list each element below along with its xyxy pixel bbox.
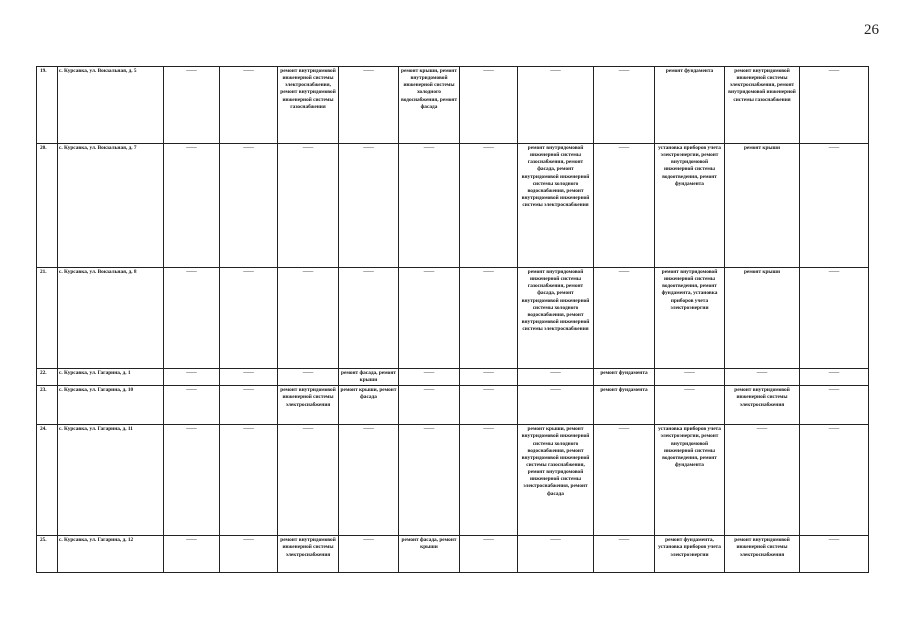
address-cell xyxy=(58,268,164,369)
work-text: —— xyxy=(186,426,197,433)
work-text: —— xyxy=(302,370,314,376)
row-number: 20. xyxy=(40,145,47,151)
work-cell-c3 xyxy=(164,67,220,144)
work-text: ремонт крыши, ремонт внутридомовой инженерной системы холодного водоснабжения, ремонт внутридомовой инженерной системы газоснабжения, ремонт внутридомовой инженерной системы электроснабжения, ремонт фасада xyxy=(521,426,590,497)
row-number: 25. xyxy=(40,537,47,544)
address-text: с. Курсавка, ул. Вокзальная, д. 7 xyxy=(59,145,137,151)
work-text: ремонт внутридомовой инженерной системы водоотведения, ремонт фундамента, установка приборов учета электроэнергии xyxy=(661,269,718,311)
work-cell-c8 xyxy=(460,386,518,425)
work-cell-c4 xyxy=(220,536,278,573)
work-text: —— xyxy=(618,145,630,151)
work-cell-c11 xyxy=(655,425,725,536)
work-cell-c9 xyxy=(518,67,594,144)
work-cell-c8 xyxy=(460,268,518,369)
work-text: —— xyxy=(483,269,494,275)
work-cell-c7 xyxy=(399,268,460,369)
work-cell-c3 xyxy=(164,268,220,369)
work-cell-c10 xyxy=(594,144,655,268)
work-text: ремонт крыши xyxy=(743,269,781,275)
work-cell-c6 xyxy=(339,425,399,536)
work-text: —— xyxy=(550,370,561,376)
table-row xyxy=(37,425,869,536)
work-text: —— xyxy=(302,269,314,275)
work-text: —— xyxy=(618,269,630,275)
work-cell-c3 xyxy=(164,144,220,268)
work-cell-c3 xyxy=(164,386,220,425)
work-text: —— xyxy=(828,387,840,394)
work-text: —— xyxy=(186,370,197,376)
row-number-cell xyxy=(37,386,58,425)
work-cell-c8 xyxy=(460,144,518,268)
work-cell-c6 xyxy=(339,386,399,425)
work-text: —— xyxy=(618,68,630,74)
work-text: —— xyxy=(186,145,197,151)
work-cell-c12 xyxy=(725,369,800,386)
work-cell-c11 xyxy=(655,268,725,369)
work-text: —— xyxy=(243,370,254,376)
address-text: с. Курсавка, ул. Вокзальная, д. 5 xyxy=(59,68,137,74)
address-text: с. Курсавка, ул. Гагарина, д. 11 xyxy=(59,426,133,433)
work-cell-c7 xyxy=(399,67,460,144)
work-cell-c5 xyxy=(278,386,339,425)
table-row xyxy=(37,386,869,425)
table-row xyxy=(37,536,869,573)
work-cell-c4 xyxy=(220,67,278,144)
work-text: —— xyxy=(243,537,254,544)
row-number: 22. xyxy=(40,370,47,376)
work-cell-c5 xyxy=(278,369,339,386)
work-text: ремонт крыши, ремонт внутридомовой инженерной системы холодного водоснабжения, ремонт фасада xyxy=(400,68,458,110)
work-cell-c9 xyxy=(518,369,594,386)
work-cell-c10 xyxy=(594,268,655,369)
work-cell-c10 xyxy=(594,67,655,144)
work-text: —— xyxy=(618,537,630,544)
work-cell-c6 xyxy=(339,67,399,144)
work-cell-c10 xyxy=(594,536,655,573)
work-cell-c9 xyxy=(518,268,594,369)
work-cell-c3 xyxy=(164,536,220,573)
work-text: —— xyxy=(483,387,494,394)
work-text: ремонт внутридомовой инженерной системы электроснабжения, ремонт внутридомовой инженерной системы газоснабжения xyxy=(728,68,796,103)
work-text: —— xyxy=(550,537,561,544)
work-text: ремонт фундамента, установка приборов учета электроэнергии xyxy=(658,537,721,558)
work-text: —— xyxy=(550,68,561,74)
work-text: —— xyxy=(423,370,435,376)
work-cell-c13 xyxy=(800,536,869,573)
work-text: —— xyxy=(756,426,768,433)
work-cell-c6 xyxy=(339,369,399,386)
work-text: —— xyxy=(186,68,197,74)
work-text: —— xyxy=(186,537,197,544)
work-text: —— xyxy=(756,370,768,376)
work-cell-c7 xyxy=(399,425,460,536)
row-number-cell xyxy=(37,144,58,268)
work-cell-c11 xyxy=(655,144,725,268)
work-text: ремонт внутридомовой инженерной системы электроснабжения, ремонт внутридомовой инженерной системы газоснабжения xyxy=(280,68,336,110)
work-cell-c11 xyxy=(655,67,725,144)
work-cell-c4 xyxy=(220,268,278,369)
work-text: ремонт фундамента xyxy=(600,387,648,394)
address-text: с. Курсавка, ул. Вокзальная, д. 8 xyxy=(59,269,137,275)
work-text: —— xyxy=(423,426,435,433)
work-text: —— xyxy=(483,145,494,151)
address-cell xyxy=(58,536,164,573)
work-text: ремонт фундамента xyxy=(600,370,648,376)
work-cell-c8 xyxy=(460,369,518,386)
work-text: ремонт крыши, ремонт фасада xyxy=(340,387,397,401)
work-cell-c8 xyxy=(460,536,518,573)
work-cell-c12 xyxy=(725,425,800,536)
address-text: с. Курсавка, ул. Гагарина, д. 1 xyxy=(59,370,131,376)
work-cell-c13 xyxy=(800,386,869,425)
work-cell-c8 xyxy=(460,425,518,536)
work-cell-c7 xyxy=(399,369,460,386)
repair-works-table xyxy=(36,66,869,573)
work-cell-c4 xyxy=(220,425,278,536)
work-text: —— xyxy=(363,145,374,151)
work-cell-c13 xyxy=(800,369,869,386)
work-text: —— xyxy=(363,537,374,544)
work-cell-c3 xyxy=(164,369,220,386)
work-text: ремонт внутридомовой инженерной системы электроснабжения xyxy=(280,537,336,558)
work-text: —— xyxy=(423,269,435,275)
work-cell-c7 xyxy=(399,386,460,425)
work-cell-c5 xyxy=(278,268,339,369)
work-cell-c9 xyxy=(518,144,594,268)
work-cell-c5 xyxy=(278,67,339,144)
work-cell-c7 xyxy=(399,144,460,268)
address-cell xyxy=(58,425,164,536)
work-text: —— xyxy=(186,269,197,275)
work-cell-c13 xyxy=(800,67,869,144)
address-cell xyxy=(58,386,164,425)
work-text: —— xyxy=(550,387,561,394)
work-cell-c6 xyxy=(339,144,399,268)
address-text: с. Курсавка, ул. Гагарина, д. 10 xyxy=(59,387,134,394)
work-text: ремонт фундамента xyxy=(665,68,714,74)
work-text: —— xyxy=(302,426,314,433)
work-cell-c10 xyxy=(594,369,655,386)
work-text: —— xyxy=(483,370,494,376)
row-number-cell xyxy=(37,369,58,386)
work-text: —— xyxy=(423,387,435,394)
work-text: —— xyxy=(243,68,254,74)
row-number: 21. xyxy=(40,269,47,275)
work-cell-c12 xyxy=(725,268,800,369)
work-cell-c5 xyxy=(278,425,339,536)
work-cell-c13 xyxy=(800,425,869,536)
work-text: —— xyxy=(828,370,840,376)
work-cell-c9 xyxy=(518,386,594,425)
table-body xyxy=(37,67,869,573)
work-text: —— xyxy=(363,269,374,275)
table-row xyxy=(37,67,869,144)
work-cell-c10 xyxy=(594,425,655,536)
table-row xyxy=(37,268,869,369)
work-cell-c8 xyxy=(460,67,518,144)
work-text: ремонт внутридомовой инженерной системы электроснабжения xyxy=(280,387,336,408)
work-text: —— xyxy=(363,68,374,74)
work-cell-c6 xyxy=(339,536,399,573)
work-text: ремонт внутридомовой инженерной системы электроснабжения xyxy=(734,387,790,408)
work-cell-c6 xyxy=(339,268,399,369)
work-text: —— xyxy=(828,145,840,151)
work-cell-c7 xyxy=(399,536,460,573)
work-text: —— xyxy=(243,145,254,151)
work-text: —— xyxy=(243,426,254,433)
work-text: ремонт фасада, ремонт крыши xyxy=(341,370,396,384)
work-cell-c13 xyxy=(800,268,869,369)
work-text: —— xyxy=(828,426,840,433)
table-row xyxy=(37,369,869,386)
work-text: —— xyxy=(243,387,254,394)
row-number: 19. xyxy=(40,68,47,74)
work-cell-c9 xyxy=(518,425,594,536)
work-text: —— xyxy=(243,269,254,275)
work-cell-c12 xyxy=(725,67,800,144)
work-cell-c4 xyxy=(220,369,278,386)
work-text: ремонт внутридомовой инженерной системы газоснабжения, ремонт фасада, ремонт внутридомовой инженерной системы холодного водоснабжения, ремонт внутридомовой инженерной системы электроснабжения xyxy=(521,269,590,333)
page-number: 26 xyxy=(864,22,879,38)
work-text: —— xyxy=(618,426,630,433)
work-cell-c10 xyxy=(594,386,655,425)
work-text: —— xyxy=(684,387,695,394)
row-number-cell xyxy=(37,67,58,144)
work-text: ремонт крыши xyxy=(743,145,781,151)
work-text: ремонт внутридомовой инженерной системы газоснабжения, ремонт фасада, ремонт внутридомовой инженерной системы холодного водоснабжения, ремонт внутридомовой инженерной системы электроснабжения xyxy=(521,145,590,209)
row-number: 23. xyxy=(40,387,47,394)
work-cell-c12 xyxy=(725,144,800,268)
work-text: —— xyxy=(363,426,374,433)
work-text: установка приборов учета электроэнергии, ремонт внутридомовой инженерной системы водоотведения, ремонт фундамента xyxy=(658,426,721,468)
work-text: ремонт внутридомовой инженерной системы электроснабжения xyxy=(734,537,790,558)
work-text: —— xyxy=(483,537,494,544)
work-cell-c11 xyxy=(655,386,725,425)
work-cell-c3 xyxy=(164,425,220,536)
work-text: —— xyxy=(828,269,840,275)
work-text: —— xyxy=(186,387,197,394)
work-cell-c12 xyxy=(725,386,800,425)
work-cell-c9 xyxy=(518,536,594,573)
work-cell-c5 xyxy=(278,536,339,573)
address-cell xyxy=(58,144,164,268)
address-text: с. Курсавка, ул. Гагарина, д. 12 xyxy=(59,537,134,544)
work-cell-c11 xyxy=(655,369,725,386)
row-number-cell xyxy=(37,425,58,536)
row-number-cell xyxy=(37,268,58,369)
address-cell xyxy=(58,67,164,144)
table-row xyxy=(37,144,869,268)
work-text: —— xyxy=(302,145,314,151)
work-text: установка приборов учета электроэнергии, ремонт внутридомовой инженерной системы водоотведения, ремонт фундамента xyxy=(658,145,721,187)
work-text: ремонт фасада, ремонт крыши xyxy=(401,537,457,551)
work-text: —— xyxy=(828,68,840,74)
work-cell-c4 xyxy=(220,386,278,425)
row-number: 24. xyxy=(40,426,47,433)
work-cell-c12 xyxy=(725,536,800,573)
work-text: —— xyxy=(483,68,494,74)
work-cell-c4 xyxy=(220,144,278,268)
address-cell xyxy=(58,369,164,386)
work-cell-c5 xyxy=(278,144,339,268)
work-cell-c11 xyxy=(655,536,725,573)
row-number-cell xyxy=(37,536,58,573)
work-text: —— xyxy=(483,426,494,433)
work-cell-c13 xyxy=(800,144,869,268)
work-text: —— xyxy=(684,370,695,376)
work-text: —— xyxy=(828,537,840,544)
work-text: —— xyxy=(423,145,435,151)
